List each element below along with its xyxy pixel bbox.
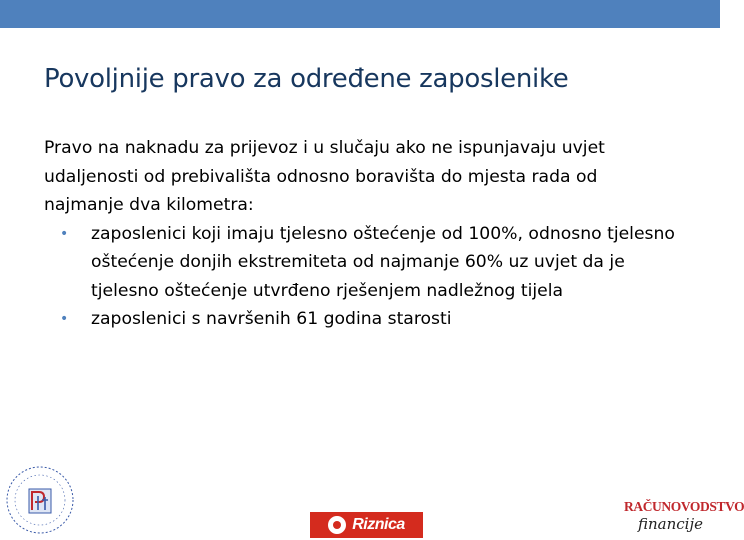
bullet-icon: • <box>60 311 69 327</box>
slide-title: Povoljnije pravo za određene zaposlenike <box>44 64 569 94</box>
bullet-text: zaposlenici s navršenih 61 godina starosti <box>91 309 452 329</box>
riznica-logo-text: Riznica <box>352 516 405 533</box>
racunovodstvo-logo-text: RAČUNOVODSTVO <box>624 499 744 514</box>
bullet-list <box>44 220 680 334</box>
slide-body <box>44 134 680 334</box>
riznica-logo <box>310 512 423 538</box>
racunovodstvo-financije-logo <box>624 498 744 540</box>
association-seal-logo <box>2 460 74 536</box>
intro-paragraph: Pravo na naknadu za prijevoz i u slučaju ako ne ispunjavaju uvjet udaljenosti od prebivališta odnosno boravišta do mjesta rada od najmanje dva kilometra: <box>44 138 605 215</box>
bullet-icon: • <box>60 225 69 242</box>
bullet-text: zaposlenici koji imaju tjelesno oštećenje od 100%, odnosno tjelesno oštećenje donjih ekstremiteta od najmanje 60% uz uvjet da je tjelesno oštećenje utvrđeno rješenjem nadležnog tijela <box>91 223 675 301</box>
financije-logo-text: financije <box>638 515 703 533</box>
bullet-item <box>44 220 680 306</box>
bullet-item <box>44 305 680 334</box>
top-accent-bar <box>0 0 720 28</box>
riznica-emblem-icon <box>328 516 346 534</box>
